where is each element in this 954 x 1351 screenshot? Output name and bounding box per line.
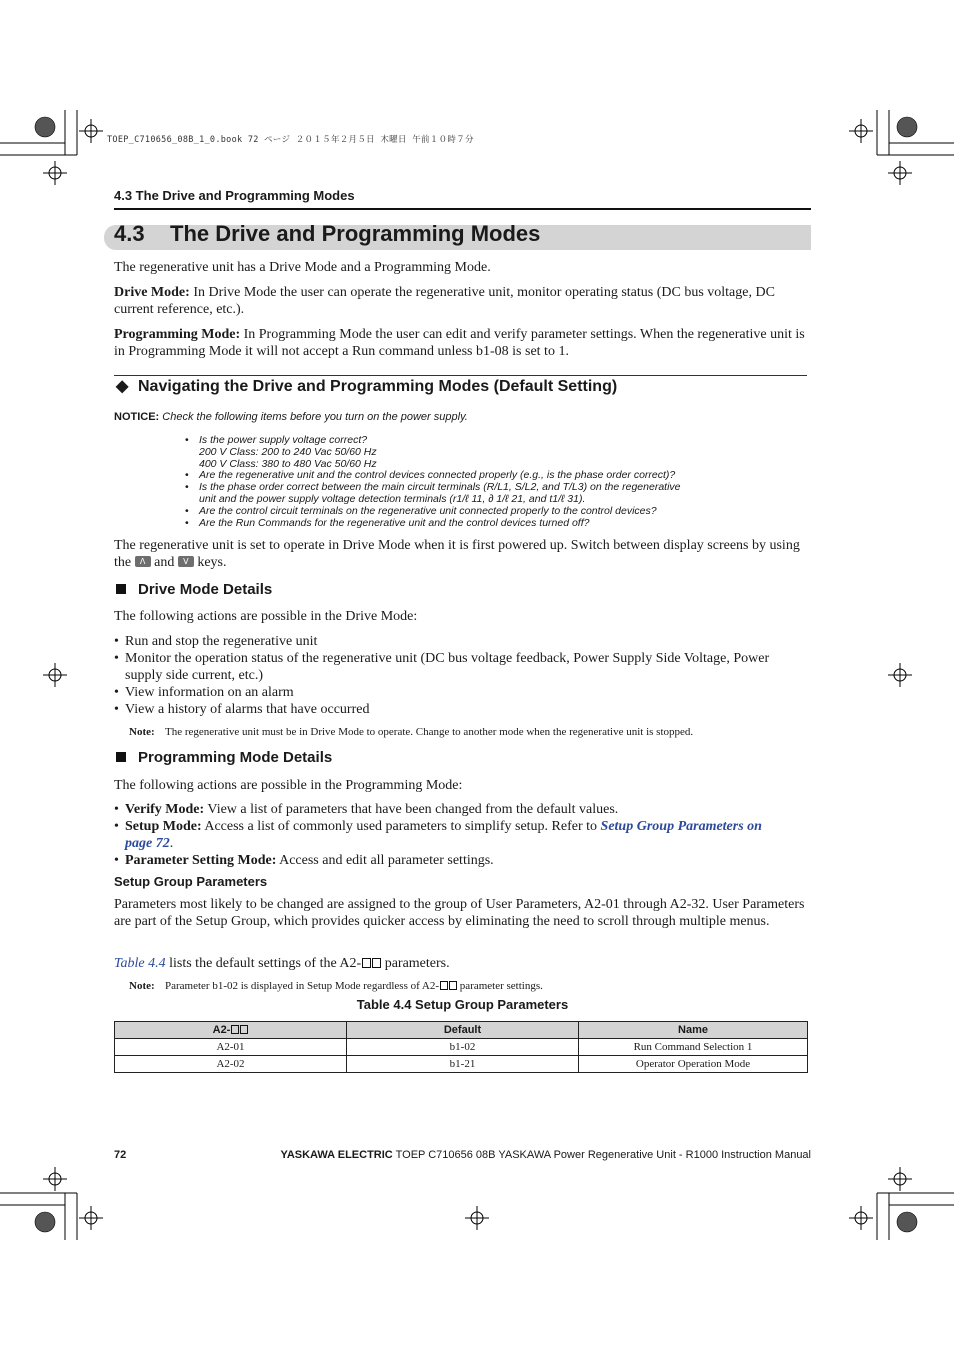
programming-modes-list <box>114 801 811 869</box>
drive-note: Note: The regenerative unit must be in Drive Mode to operate. Change to another mode when the regenerative unit is stopped. <box>129 726 694 738</box>
list-item: • Verify Mode: View a list of parameters that have been changed from the default values. <box>114 802 619 817</box>
list-item: • Run and stop the regenerative unit <box>114 634 318 649</box>
setup-group-paragraph: Parameters most likely to be changed are assigned to the group of User Parameters, A2-01 through A2-32. User Parameters are part of the Setup Group, which provides quicker access by eliminating the need to scroll through multiple menus. <box>114 897 805 929</box>
footer-text: TOEP C710656 08B YASKAWA Power Regenerative Unit - R1000 Instruction Manual <box>392 1149 811 1161</box>
programming-mode-text: In Programming Mode the user can edit and verify parameter settings. When the regenerative unit is in Programming Mode it will not accept a Run command unless b1-08 is set to 1. <box>114 327 805 359</box>
section-title-text: The Drive and Programming Modes <box>170 221 541 246</box>
list-item: • View a history of alarms that have occurred <box>114 702 370 717</box>
column-header: Default <box>347 1022 579 1039</box>
list-item: • View information on an alarm <box>114 685 294 700</box>
page-footer <box>281 1149 812 1161</box>
placeholder-box-icon <box>449 981 457 990</box>
page-72-link[interactable]: page 72 <box>125 836 170 851</box>
bullet-icon: • <box>185 516 189 529</box>
table-cell: Operator Operation Mode <box>579 1056 808 1073</box>
checklist-item: • Is the power supply voltage correct? 200 V Class: 200 to 240 Vac 50/60 Hz 400 V Class: 380 to 480 Vac 50/60 Hz <box>185 434 377 470</box>
square-bullet-icon <box>116 752 126 762</box>
power-checklist <box>185 435 681 529</box>
page-number: 72 <box>114 1149 127 1161</box>
up-arrow-key-icon: Λ <box>135 556 151 567</box>
setup-note: Note: Parameter b1-02 is displayed in Setup Mode regardless of A2- parameter settings. <box>129 980 543 992</box>
section-number: 4.3 <box>114 221 145 246</box>
notice-text: Check the following items before you turn on the power supply. <box>159 411 468 423</box>
square-bullet-icon <box>116 584 126 594</box>
table-caption: Table 4.4 Setup Group Parameters <box>356 997 569 1012</box>
bullet-icon: • <box>185 434 189 446</box>
list-item: • Setup Mode: Access a list of commonly used parameters to simplify setup. Refer to Setup Group Parameters on page 72. <box>114 819 762 851</box>
table-row <box>115 1039 808 1056</box>
table-cell: Run Command Selection 1 <box>579 1039 808 1056</box>
column-header: Name <box>579 1022 808 1039</box>
down-arrow-key-icon: V <box>178 556 194 567</box>
diamond-icon: ◆ <box>116 378 129 395</box>
bullet-icon: • <box>185 504 189 517</box>
programming-mode-label: Programming Mode: <box>114 327 241 342</box>
table-cell: b1-02 <box>347 1039 579 1056</box>
programming-details-heading: Programming Mode Details <box>116 749 332 766</box>
nav-heading <box>116 376 617 396</box>
bullet-icon: • <box>185 481 189 494</box>
table-cell: A2-01 <box>115 1039 347 1056</box>
column-header: A2- <box>115 1022 347 1039</box>
drive-details-lead: The following actions are possible in the Drive Mode: <box>114 609 418 624</box>
setup-group-table <box>114 1021 808 1073</box>
placeholder-box-icon <box>231 1025 239 1034</box>
running-header: 4.3 The Drive and Programming Modes <box>114 188 355 203</box>
notice <box>114 411 468 423</box>
placeholder-box-icon <box>240 1025 248 1034</box>
checklist-item: • Are the control circuit terminals on the regenerative unit connected properly to the control devices? <box>185 504 657 517</box>
drive-actions-list <box>114 633 811 718</box>
switch-screens-paragraph: The regenerative unit is set to operate in Drive Mode when it is first powered up. Switch between display screens by using the Λ and V keys. <box>114 538 800 570</box>
list-item: • Parameter Setting Mode: Access and edit all parameter settings. <box>114 853 494 868</box>
section-title <box>114 221 540 247</box>
nav-heading-text: Navigating the Drive and Programming Modes (Default Setting) <box>138 378 618 395</box>
table-header-row <box>115 1022 808 1039</box>
placeholder-box-icon <box>362 958 371 968</box>
list-item: • Monitor the operation status of the regenerative unit (DC bus voltage feedback, Power Supply Side Voltage, Power supply side current, etc.) <box>114 651 770 683</box>
checklist-item: • Is the phase order correct between the main circuit terminals (R/L1, S/L2, and T/L3) on the regenerative unit and the power supply voltage detection terminals (r1/ℓ 11, ∂ 1/ℓ 21, and t1/ℓ 31). <box>185 481 681 505</box>
drive-mode-label: Drive Mode: <box>114 285 190 300</box>
notice-label: NOTICE: <box>114 411 160 423</box>
table-cell: b1-21 <box>347 1056 579 1073</box>
setup-group-heading: Setup Group Parameters <box>114 874 268 889</box>
setup-group-link[interactable]: Setup Group Parameters on <box>600 819 762 834</box>
drive-mode-paragraph <box>114 284 811 318</box>
placeholder-box-icon <box>440 981 448 990</box>
checklist-item: • Are the regenerative unit and the control devices connected properly (e.g., is the phase order correct)? <box>185 469 676 482</box>
drive-mode-text: In Drive Mode the user can operate the regenerative unit, monitor operating status (DC bus voltage, DC current reference, etc.). <box>114 285 775 317</box>
table-cell: A2-02 <box>115 1056 347 1073</box>
programming-mode-paragraph <box>114 326 811 360</box>
table-4-4-link[interactable]: Table 4.4 <box>114 956 166 971</box>
programming-details-lead: The following actions are possible in the Programming Mode: <box>114 778 463 793</box>
checklist-item: • Are the Run Commands for the regenerative unit and the control devices turned off? <box>185 516 590 529</box>
bullet-icon: • <box>185 469 189 482</box>
header-rule <box>114 208 811 210</box>
table-reference-paragraph: Table 4.4 lists the default settings of the A2- parameters. <box>114 956 450 971</box>
book-file-line: TOEP_C710656_08B_1_0.book 72 ページ ２０１５年２月５日 木曜日 午前１０時７分 <box>107 135 474 145</box>
intro-paragraph: The regenerative unit has a Drive Mode and a Programming Mode. <box>114 260 491 275</box>
drive-details-heading: Drive Mode Details <box>116 581 272 598</box>
table-row <box>115 1056 808 1073</box>
placeholder-box-icon <box>372 958 381 968</box>
footer-brand: YASKAWA ELECTRIC <box>280 1149 393 1161</box>
